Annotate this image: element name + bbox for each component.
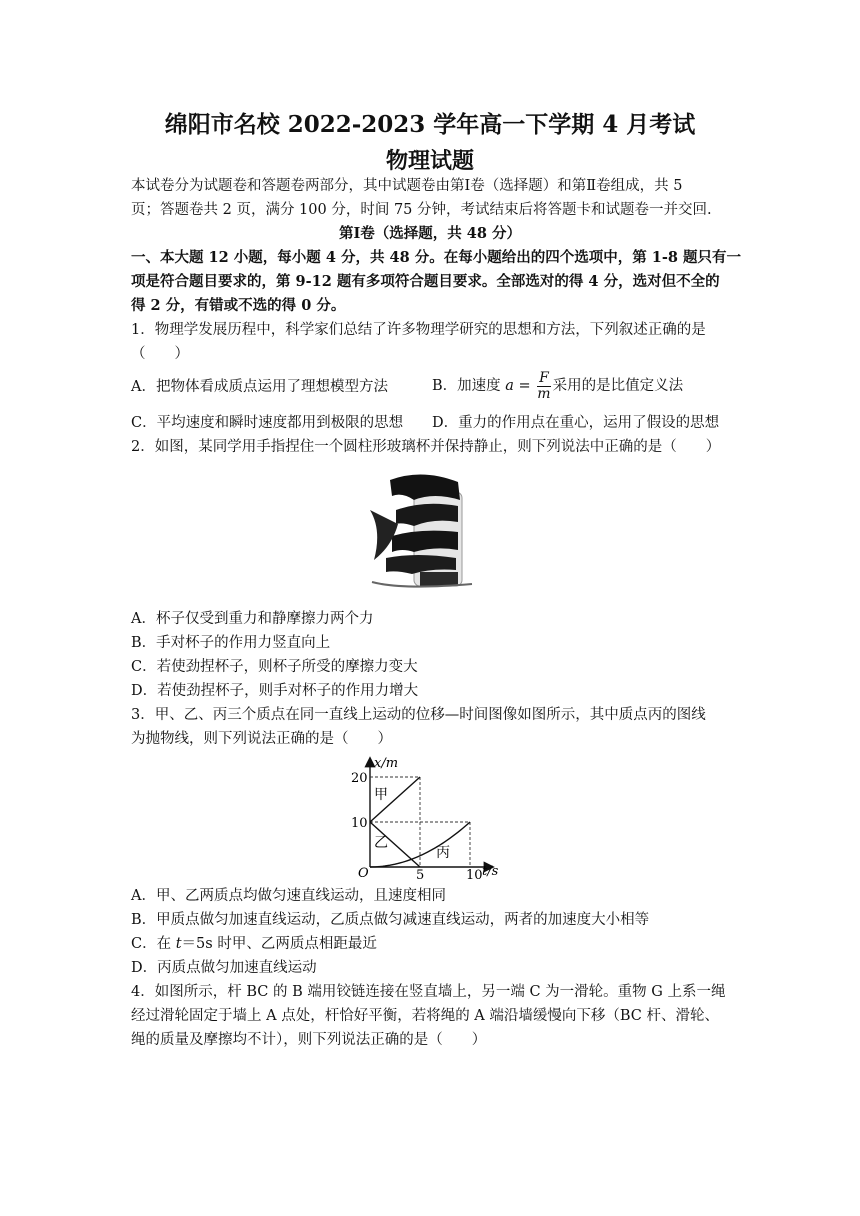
instruction-line-2: 项是符合题目要求的，第 9-12 题有多项符合题目要求。全部选对的得 4 分，选对但不全的 (131, 273, 720, 290)
q3-option-b: B．甲质点做匀加速直线运动，乙质点做匀减速直线运动，两者的加速度大小相等 (131, 912, 650, 928)
q4-line-2: 经过滑轮固定于墙上 A 点处，杆恰好平衡，若将绳的 A 端沿墙缓慢向下移（BC 杆、滑轮、 (131, 1008, 720, 1024)
intro-line-1: 本试卷分为试题卷和答题卷两部分，其中试题卷由第Ⅰ卷（选择题）和第Ⅱ卷组成，共 5 (131, 178, 683, 194)
q2-option-c: C．若使劲捏杯子，则杯子所受的摩擦力变大 (131, 659, 418, 675)
q1-stem-1: 1．物理学发展历程中，科学家们总结了许多物理学研究的思想和方法，下列叙述正确的是 (131, 322, 706, 338)
q3-option-c-prefix: C．在 (131, 936, 176, 952)
q3-option-c-suffix: ＝5s 时甲、乙两质点相距最近 (181, 936, 377, 952)
q3-stem-1: 3．甲、乙、丙三个质点在同一直线上运动的位移—时间图像如图所示，其中质点丙的图线 (131, 707, 706, 723)
y-tick-10: 10 (351, 816, 368, 831)
x-tick-5: 5 (416, 868, 425, 880)
q1-fraction (537, 371, 550, 402)
q3-stem-2: 为抛物线，则下列说法正确的是（ ） (131, 731, 392, 747)
series-label-3: 丙 (436, 845, 450, 861)
q2-option-d: D．若使劲捏杯子，则手对杯子的作用力增大 (131, 683, 419, 699)
q4-line-3: 绳的质量及摩擦均不计），则下列说法正确的是（ ） (131, 1032, 487, 1048)
x-tick-10: 10 (466, 868, 483, 880)
exam-subtitle: 物理试题 (385, 148, 474, 174)
series-label-1: 甲 (374, 787, 388, 803)
series-label-2: 乙 (374, 835, 388, 851)
x-axis-label: t/s (482, 864, 499, 879)
q1-fraction-den: m (537, 385, 551, 402)
q1-option-c: C．平均速度和瞬时速度都用到极限的思想 (131, 415, 404, 431)
section-heading: 第Ⅰ卷（选择题，共 48 分） (338, 225, 522, 242)
intro-line-2: 页；答题卷共 2 页，满分 100 分，时间 75 分钟，考试结束后将答题卡和试题卷一并交回. (131, 202, 712, 218)
position-time-chart (350, 755, 510, 880)
q1-option-d: D．重力的作用点在重心，运用了假设的思想 (432, 415, 720, 431)
q1-option-b (432, 366, 683, 406)
q1-option-a: A．把物体看成质点运用了理想模型方法 (131, 379, 388, 395)
q3-option-a: A．甲、乙两质点均做匀速直线运动，且速度相同 (131, 888, 446, 904)
instruction-line-1: 一、本大题 12 小题，每小题 4 分，共 48 分。在每小题给出的四个选项中，第 1-8 题只有一 (131, 249, 742, 266)
q1-option-b-prefix: B．加速度 (432, 378, 506, 394)
q3-option-c-var: t (175, 936, 182, 952)
q1-stem-2: （ ） (131, 346, 189, 362)
q1-option-b-suffix: 采用的是比值定义法 (552, 378, 684, 394)
origin-label: O (358, 866, 369, 880)
q3-option-c (131, 934, 377, 954)
q3-option-d: D．丙质点做匀加速直线运动 (131, 960, 317, 976)
q2-stem: 2．如图，某同学用手指捏住一个圆柱形玻璃杯并保持静止，则下列说法中正确的是（ ） (131, 439, 721, 455)
y-axis-label: x/m (374, 756, 399, 771)
hand-holding-cup-photo (362, 470, 488, 598)
q1-fraction-num: F (539, 369, 549, 386)
exam-title: 绵阳市名校 2022-2023 学年高一下学期 4 月考试 (164, 111, 696, 138)
instruction-line-3: 得 2 分，有错或不选的得 0 分。 (131, 297, 346, 314)
q1-option-b-var: a (505, 378, 514, 394)
q2-option-a: A．杯子仅受到重力和静摩擦力两个力 (131, 611, 374, 627)
y-tick-20: 20 (351, 771, 368, 786)
q4-line-1: 4．如图所示，杆 BC 的 B 端用铰链连接在竖直墙上，另一端 C 为一滑轮。重物 G 上系一绳 (131, 984, 726, 1000)
q1-option-b-eq: = (513, 378, 536, 394)
q2-option-b: B．手对杯子的作用力竖直向上 (131, 635, 331, 651)
